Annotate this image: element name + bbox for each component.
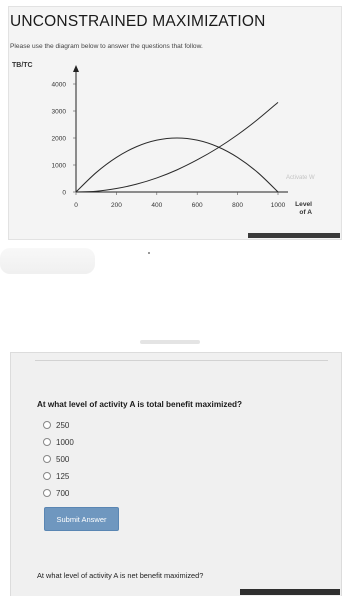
radio-button[interactable]	[43, 489, 51, 497]
radio-button[interactable]	[43, 421, 51, 429]
answer-option[interactable]	[43, 487, 69, 499]
radio-button[interactable]	[43, 455, 51, 463]
blur-artifact-line	[140, 340, 200, 344]
x-axis-label: of A	[299, 209, 312, 216]
tb-curve	[76, 138, 278, 192]
taskbar-strip-bottom	[240, 589, 340, 595]
answer-option[interactable]	[43, 470, 69, 482]
activate-windows-watermark: Activate W	[286, 175, 315, 181]
x-tick-label: 600	[191, 202, 203, 209]
y-tick-label: 0	[62, 189, 66, 197]
option-label: 250	[56, 420, 70, 430]
instructions-text: Please use the diagram below to answer the questions that follow.	[10, 43, 203, 50]
answer-option[interactable]	[43, 419, 69, 431]
taskbar-strip	[248, 233, 340, 238]
radio-button[interactable]	[43, 438, 51, 446]
option-label: 125	[56, 471, 70, 481]
page-title: UNCONSTRAINED MAXIMIZATION	[10, 13, 266, 30]
blur-artifact-dot	[148, 252, 150, 254]
answer-option[interactable]	[43, 436, 74, 448]
y-axis-label: TB/TC	[12, 62, 33, 69]
x-tick-label: 400	[151, 202, 163, 209]
x-axis-label: Level	[295, 201, 312, 208]
submit-answer-button[interactable]: Submit Answer	[44, 507, 119, 531]
y-tick-label: 4000	[51, 81, 66, 89]
option-label: 500	[56, 454, 70, 464]
x-tick-label: 0	[74, 202, 78, 209]
tb-tc-chart	[0, 0, 350, 240]
answer-option[interactable]	[43, 453, 69, 465]
tc-curve	[76, 102, 278, 192]
x-tick-label: 1000	[270, 202, 286, 209]
x-tick-label: 800	[232, 202, 244, 209]
x-tick-label: 200	[110, 202, 122, 209]
option-label: 1000	[56, 437, 74, 447]
divider	[35, 360, 328, 361]
y-tick-label: 1000	[51, 162, 66, 170]
y-tick-label: 2000	[51, 135, 66, 143]
radio-button[interactable]	[43, 472, 51, 480]
question-total-benefit: At what level of activity A is total benefit maximized?	[37, 400, 243, 409]
y-axis-arrow	[73, 65, 79, 72]
option-label: 700	[56, 488, 70, 498]
question-net-benefit: At what level of activity A is net benefit maximized?	[37, 571, 204, 580]
y-tick-label: 3000	[51, 108, 66, 116]
blur-artifact	[0, 248, 95, 274]
